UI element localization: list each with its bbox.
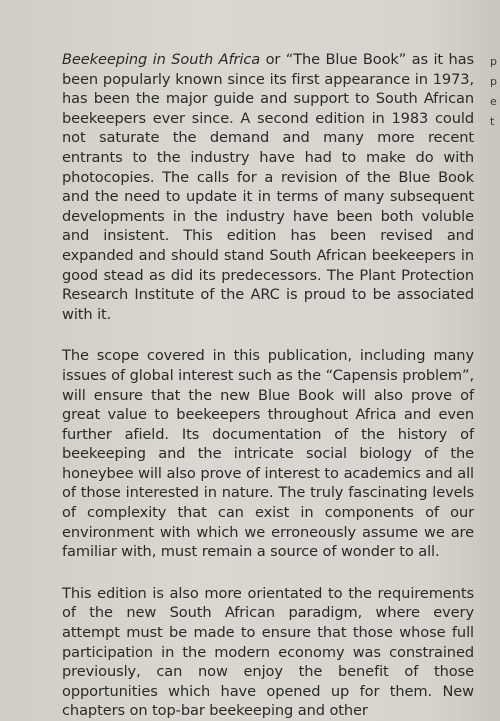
page-body-text <box>62 50 474 721</box>
adjacent-page-edge-text <box>490 52 500 132</box>
edge-fragment: p <box>490 75 497 88</box>
paragraph-3: This edition is also more orientated to the requirements of the new South African paradigm, where every attempt must be made to ensure that those whose full participation in the modern economy was constrained previously, can now enjoy the benefit of those opportunities which have opened up for them. New chapters on top-bar beekeeping and other <box>62 584 474 720</box>
book-title: Beekeeping in South Africa <box>62 51 261 68</box>
paragraph-1 <box>62 50 474 324</box>
edge-fragment: t <box>490 115 495 128</box>
edge-fragment: e <box>490 95 497 108</box>
paragraph-1-text: or “The Blue Book” as it has been popularly known since its first appearance in 1973, has been the major guide and support to South African beekeepers ever since. A second edition in 1983 could not saturate the demand and many more recent entrants to the industry have had to make do with photocopies. The calls for a revision of the Blue Book and the need to update it in terms of many subsequent developments in the industry have been both voluble and insistent. This edition has been revised and expanded and should stand South African beekeepers in good stead as did its predecessors. The Plant Protection Research Institute of the ARC is proud to be associated with it. <box>62 51 474 323</box>
edge-fragment: p <box>490 55 497 68</box>
paragraph-2: The scope covered in this publication, including many issues of global interest such as the “Capensis problem”, will ensure that the new Blue Book will also prove of great value to beekeepers throughout Africa and even further afield. Its documentation of the history of beekeeping and the intricate social biology of the honeybee will also prove of interest to academics and all of those interested in nature. The truly fascinating levels of complexity that can exist in components of our environment with which we erroneously assume we are familiar with, must remain a source of wonder to all. <box>62 347 474 561</box>
